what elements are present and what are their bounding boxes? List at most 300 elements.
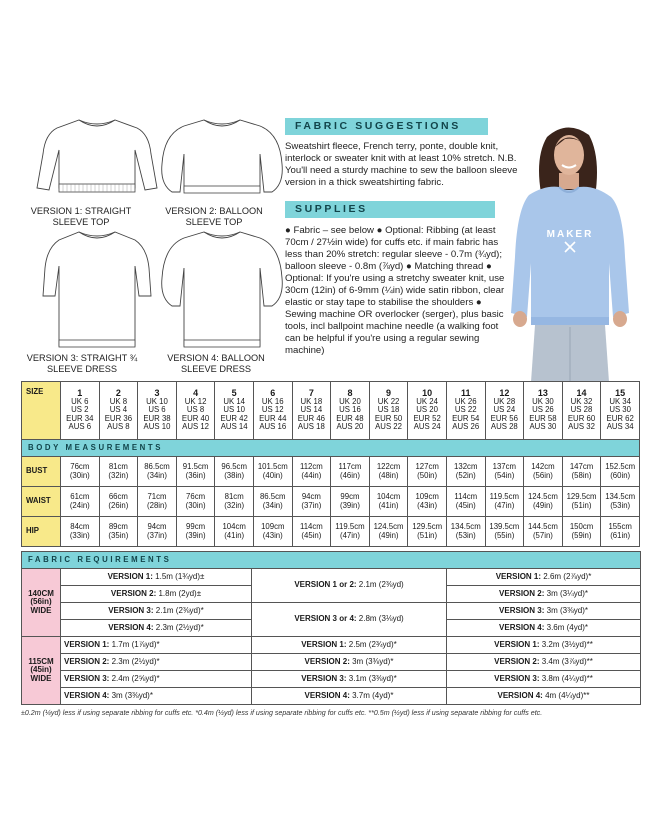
- measurement-row: [22, 487, 640, 517]
- size-cell: [446, 382, 485, 440]
- size-number: 2: [115, 388, 121, 399]
- requirement-version: VERSION 3:: [499, 605, 547, 615]
- requirement-cell: [447, 569, 641, 586]
- sketch-version-2: [152, 114, 292, 204]
- requirement-version: VERSION 3:: [108, 605, 156, 615]
- measurement-in: (59in): [571, 530, 592, 540]
- width-label: [22, 637, 61, 705]
- measurement-in: (58in): [571, 470, 592, 480]
- size-us: US 16: [339, 405, 361, 415]
- measurement-cell: [369, 517, 408, 547]
- measurement-cm: 127cm: [415, 461, 439, 471]
- size-aus: AUS 12: [182, 422, 210, 432]
- measurement-cell: [446, 457, 485, 487]
- size-us: US 30: [609, 405, 631, 415]
- measurement-cell: [61, 517, 100, 547]
- caption-version-1: VERSION 1: STRAIGHT SLEEVE TOP: [30, 206, 132, 227]
- requirement-amount: 3.7m (4yd)*: [352, 690, 394, 700]
- requirement-amount: 3m (3⅜yd)*: [546, 605, 588, 615]
- model-photo: [505, 117, 635, 382]
- measurement-cell: [369, 457, 408, 487]
- model-shirt-text: MAKER: [546, 229, 594, 240]
- measurement-in: (51in): [417, 530, 438, 540]
- size-uk: UK 22: [377, 396, 400, 406]
- size-cell: [138, 382, 177, 440]
- measurement-in: (47in): [339, 530, 360, 540]
- requirement-amount: 1.7m (1⅞yd)*: [111, 639, 160, 649]
- measurement-in: (39in): [339, 500, 360, 510]
- size-cell: [253, 382, 292, 440]
- measurement-cm: 155cm: [608, 521, 632, 531]
- size-number: 5: [231, 388, 237, 399]
- requirement-version: VERSION 3:: [301, 673, 349, 683]
- size-label: SIZE: [22, 382, 61, 440]
- requirement-row: [22, 671, 641, 688]
- measurement-in: (45in): [301, 530, 322, 540]
- size-cell: [562, 382, 601, 440]
- requirement-version: VERSION 3:: [494, 673, 542, 683]
- measurement-in: (32in): [224, 500, 245, 510]
- requirement-version: VERSION 4:: [108, 622, 156, 632]
- measurement-in: (30in): [69, 470, 90, 480]
- measurement-cell: [292, 517, 331, 547]
- sketch-version-4: [152, 226, 292, 351]
- requirement-amount: 3.2m (3½yd)**: [541, 639, 593, 649]
- straight-sleeve-top-sketch: [27, 114, 167, 204]
- requirement-amount: 4m (4¼yd)**: [545, 690, 590, 700]
- width-label-line: 140CM: [28, 588, 54, 598]
- size-us: US 6: [148, 405, 166, 415]
- measurement-in: (48in): [378, 470, 399, 480]
- measurement-in: (43in): [417, 500, 438, 510]
- size-number: 4: [193, 388, 199, 399]
- measurement-cell: [176, 517, 215, 547]
- measurement-cm: 96.5cm: [221, 461, 247, 471]
- measurement-in: (61in): [610, 530, 631, 540]
- sketch-version-1: [27, 114, 167, 204]
- requirement-row: [22, 637, 641, 654]
- size-eur: EUR 62: [606, 413, 634, 423]
- requirement-cell: [61, 569, 252, 586]
- measurement-in: (60in): [610, 470, 631, 480]
- measurement-label: WAIST: [22, 487, 61, 517]
- measurement-cell: [61, 487, 100, 517]
- model-illustration: [505, 117, 635, 382]
- measurement-cell: [176, 457, 215, 487]
- requirement-amount: 2.1m (2⅜yd)*: [155, 605, 204, 615]
- fabric-requirements-table: [21, 551, 641, 705]
- size-number: 1: [77, 388, 83, 399]
- width-label-line: WIDE: [30, 605, 52, 615]
- measurement-cm: 152.5cm: [605, 461, 636, 471]
- measurement-in: (53in): [610, 500, 631, 510]
- size-aus: AUS 10: [143, 422, 171, 432]
- width-label-line: (56in): [30, 597, 52, 607]
- size-aus: AUS 24: [413, 422, 441, 432]
- measurement-cm: 134.5cm: [450, 521, 481, 531]
- size-uk: UK 32: [570, 396, 593, 406]
- measurement-cm: 114cm: [454, 491, 478, 501]
- size-chart-table: [21, 381, 640, 547]
- measurement-cm: 86.5cm: [259, 491, 286, 501]
- size-us: US 20: [416, 405, 438, 415]
- requirement-version: VERSION 1:: [494, 639, 542, 649]
- size-uk: UK 8: [109, 396, 128, 406]
- measurement-in: (24in): [69, 500, 90, 510]
- size-uk: UK 16: [261, 396, 284, 406]
- body-measurements-header: BODY MEASUREMENTS: [22, 440, 640, 457]
- requirement-row: [22, 603, 641, 620]
- measurement-cell: [408, 517, 447, 547]
- measurement-cm: 114cm: [299, 521, 323, 531]
- measurement-cm: 104cm: [376, 491, 401, 501]
- requirement-amount: 3.1m (3⅜yd)*: [348, 673, 397, 683]
- size-eur: EUR 56: [490, 413, 518, 423]
- straight-dress-sketch: [27, 226, 167, 351]
- fabric-requirements-header: FABRIC REQUIREMENTS: [22, 552, 641, 569]
- measurement-row: [22, 457, 640, 487]
- measurement-cm: 61cm: [70, 491, 90, 501]
- size-aus: AUS 26: [452, 422, 480, 432]
- requirement-version: VERSION 2:: [499, 588, 547, 598]
- requirement-version: VERSION 2:: [304, 656, 353, 666]
- body-measurements-row: [22, 440, 640, 457]
- measurement-cm: 99cm: [186, 521, 206, 531]
- requirement-cell: [252, 671, 447, 688]
- measurement-in: (30in): [185, 500, 206, 510]
- requirement-amount: 3.4m (3⅞yd)**: [541, 656, 593, 666]
- measurement-in: (37in): [301, 500, 322, 510]
- requirement-amount: 1.5m (1¾yd)±: [155, 571, 205, 581]
- measurement-in: (35in): [108, 530, 129, 540]
- measurement-cm: 104cm: [222, 521, 246, 531]
- requirement-row: [22, 654, 641, 671]
- measurement-cell: [138, 487, 177, 517]
- measurement-cell: [99, 487, 138, 517]
- size-uk: UK 20: [339, 396, 361, 406]
- size-number: 7: [308, 388, 314, 399]
- size-eur: EUR 52: [413, 413, 441, 423]
- measurement-cm: 66cm: [108, 491, 128, 501]
- size-cell: [292, 382, 331, 440]
- size-cell: [601, 382, 640, 440]
- size-eur: EUR 54: [452, 413, 480, 423]
- requirement-amount: 2.4m (2⅝yd)*: [111, 673, 160, 683]
- measurement-cell: [176, 487, 215, 517]
- size-uk: UK 30: [532, 396, 554, 406]
- measurement-cell: [215, 517, 254, 547]
- measurement-in: (38in): [224, 470, 245, 480]
- measurement-in: (55in): [494, 530, 515, 540]
- size-number: 10: [422, 388, 433, 399]
- requirement-version: VERSION 1:: [301, 639, 349, 649]
- width-label-line: 115CM: [28, 656, 54, 666]
- measurement-cm: 86.5cm: [144, 461, 170, 471]
- requirement-amount: 3m (3⅜yd)*: [111, 690, 153, 700]
- requirement-amount: 3m (3¼yd)*: [546, 588, 588, 598]
- size-cell: [176, 382, 215, 440]
- measurement-in: (33in): [69, 530, 90, 540]
- requirement-cell: [61, 654, 252, 671]
- requirement-amount: 2.8m (3⅛yd): [358, 614, 404, 624]
- width-label-line: (45in): [30, 665, 52, 675]
- measurement-cell: [562, 517, 601, 547]
- size-us: US 22: [454, 405, 477, 415]
- requirement-cell: [61, 637, 252, 654]
- measurement-cm: 144.5cm: [527, 521, 558, 531]
- size-eur: EUR 58: [529, 413, 557, 423]
- measurement-cm: 101.5cm: [257, 461, 288, 471]
- caption-version-2: VERSION 2: BALLOON SLEEVE TOP: [165, 206, 263, 227]
- size-aus: AUS 14: [220, 422, 248, 432]
- size-us: US 12: [261, 405, 284, 415]
- measurement-cell: [408, 457, 447, 487]
- size-cell: [485, 382, 524, 440]
- measurement-in: (39in): [185, 530, 206, 540]
- measurement-cm: 112cm: [299, 461, 323, 471]
- size-number: 3: [154, 388, 160, 399]
- size-us: US 26: [532, 405, 554, 415]
- size-eur: EUR 50: [374, 413, 403, 423]
- measurement-cm: 84cm: [70, 521, 90, 531]
- size-uk: UK 28: [493, 396, 516, 406]
- measurement-cm: 142cm: [531, 461, 555, 471]
- measurement-cell: [292, 457, 331, 487]
- measurement-in: (41in): [378, 500, 399, 510]
- measurement-cell: [524, 517, 563, 547]
- measurement-cm: 132cm: [454, 461, 478, 471]
- measurement-cell: [61, 457, 100, 487]
- size-eur: EUR 42: [220, 413, 248, 423]
- measurement-cell: [331, 517, 370, 547]
- size-row: [22, 382, 640, 440]
- size-us: US 4: [109, 405, 128, 415]
- measurement-cell: [601, 457, 640, 487]
- measurement-in: (50in): [417, 470, 438, 480]
- size-cell: [369, 382, 408, 440]
- requirement-cell: [252, 637, 447, 654]
- size-uk: UK 34: [609, 396, 631, 406]
- measurement-in: (51in): [571, 500, 592, 510]
- measurement-cm: 139.5cm: [489, 521, 520, 531]
- requirement-amount: 2.3m (2½yd)*: [111, 656, 160, 666]
- requirement-version: VERSION 4:: [497, 690, 546, 700]
- measurement-in: (37in): [147, 530, 167, 540]
- fabric-suggestions-header: FABRIC SUGGESTIONS: [285, 118, 488, 135]
- size-aus: AUS 22: [375, 422, 402, 432]
- requirement-cell: [447, 586, 641, 603]
- size-aus: AUS 8: [107, 422, 130, 432]
- measurement-in: (45in): [455, 500, 476, 510]
- measurement-cm: 109cm: [261, 521, 285, 531]
- requirement-cell: [447, 654, 641, 671]
- measurement-cm: 119.5cm: [489, 491, 519, 501]
- measurement-label: BUST: [22, 457, 61, 487]
- measurement-cm: 91.5cm: [182, 461, 209, 471]
- size-number: 15: [615, 388, 626, 399]
- requirement-cell: [61, 603, 252, 620]
- size-number: 9: [386, 388, 392, 399]
- size-eur: EUR 36: [104, 413, 133, 423]
- size-us: US 10: [223, 405, 245, 415]
- measurement-row: [22, 517, 640, 547]
- requirement-amount: 2.1m (2⅜yd): [358, 580, 404, 590]
- measurement-cell: [485, 517, 524, 547]
- requirement-cell: [61, 586, 252, 603]
- requirement-version: VERSION 3 or 4:: [294, 614, 359, 624]
- measurement-cm: 99cm: [340, 491, 360, 501]
- requirement-amount: 2.6m (2⅞yd)*: [543, 571, 592, 581]
- balloon-dress-sketch: [152, 226, 292, 351]
- measurement-cm: 94cm: [147, 521, 167, 531]
- measurement-cell: [292, 487, 331, 517]
- size-aus: AUS 34: [606, 422, 634, 432]
- measurement-in: (52in): [455, 470, 476, 480]
- requirement-amount: 2.5m (2¾yd)*: [348, 639, 397, 649]
- requirement-cell: [447, 637, 641, 654]
- size-aus: AUS 28: [490, 422, 518, 432]
- measurement-cell: [138, 457, 177, 487]
- size-eur: EUR 60: [567, 413, 596, 423]
- measurement-in: (34in): [262, 500, 283, 510]
- measurement-cell: [524, 487, 563, 517]
- requirement-cell: [252, 569, 447, 603]
- measurement-cell: [215, 487, 254, 517]
- requirement-version: VERSION 1:: [64, 639, 112, 649]
- measurement-cm: 137cm: [492, 461, 517, 471]
- supplies-text: ● Fabric – see below ● Optional: Ribbing (at least 70cm / 27½in wide) for cuffs etc. if main fabric has less than 20% stretch: regular sleeve - 0.7m (¾yd); balloon sleeve - 0.8m (⅞yd) ● Matching thread ● Optional: If you're using a stretchy sweater knit, use 30cm (12in) of 6-9mm (¼in) wide satin ribbon, clear elastic or stay tape to stabilise the shoulders ● Sewing machine OR overlocker (serger), plus basic tools, incl ballpoint machine needle (a walking foot can be helpful if you're using a regular sewing machine): [285, 225, 505, 356]
- measurement-cm: 117cm: [338, 461, 362, 471]
- fabric-suggestions-text: Sweatshirt fleece, French terry, ponte, double knit, interlock or sweater knit with at least 10% stretch. N.B. You'll need a sturdy machine to sew the balloon sleeve version in a thick sweatshirting fabric.: [285, 141, 518, 188]
- measurement-cm: 124.5cm: [373, 521, 404, 531]
- measurement-cell: [485, 487, 524, 517]
- size-us: US 28: [570, 405, 593, 415]
- size-number: 14: [576, 388, 587, 399]
- size-uk: UK 26: [454, 396, 477, 406]
- size-uk: UK 12: [184, 396, 207, 406]
- requirement-version: VERSION 4:: [64, 690, 112, 700]
- requirement-cell: [447, 671, 641, 688]
- requirement-version: VERSION 2:: [494, 656, 542, 666]
- measurement-in: (40in): [262, 470, 283, 480]
- size-uk: UK 14: [223, 396, 245, 406]
- requirement-row: [22, 569, 641, 586]
- size-eur: EUR 38: [143, 413, 171, 423]
- size-us: US 14: [300, 405, 323, 415]
- requirement-cell: [447, 603, 641, 620]
- requirement-cell: [252, 603, 447, 637]
- size-eur: EUR 46: [297, 413, 326, 423]
- requirement-version: VERSION 2:: [64, 656, 112, 666]
- requirement-cell: [252, 654, 447, 671]
- measurement-cm: 124.5cm: [527, 491, 558, 501]
- measurement-cm: 134.5cm: [605, 491, 636, 501]
- measurement-in: (28in): [147, 500, 167, 510]
- size-number: 12: [499, 388, 510, 399]
- measurement-cell: [601, 487, 640, 517]
- size-eur: EUR 48: [336, 413, 364, 423]
- size-cell: [331, 382, 370, 440]
- measurement-cm: 76cm: [70, 461, 90, 471]
- requirement-version: VERSION 4:: [499, 622, 547, 632]
- width-label: [22, 569, 61, 637]
- size-us: US 2: [71, 405, 89, 415]
- measurement-cm: 94cm: [301, 491, 321, 501]
- size-number: 8: [347, 388, 353, 399]
- measurement-cell: [215, 457, 254, 487]
- size-cell: [99, 382, 138, 440]
- size-aus: AUS 32: [568, 422, 595, 432]
- size-number: 11: [460, 388, 471, 399]
- measurement-in: (57in): [532, 530, 553, 540]
- requirement-cell: [61, 620, 252, 637]
- supplies-header: SUPPLIES: [285, 201, 495, 218]
- requirement-version: VERSION 2:: [110, 588, 159, 598]
- measurement-label: HIP: [22, 517, 61, 547]
- balloon-sleeve-top-sketch: [152, 114, 292, 204]
- requirement-version: VERSION 1:: [495, 571, 544, 581]
- size-eur: EUR 34: [66, 413, 94, 423]
- measurement-cell: [99, 517, 138, 547]
- measurement-cell: [408, 487, 447, 517]
- measurement-in: (43in): [262, 530, 283, 540]
- size-uk: UK 18: [300, 396, 323, 406]
- measurement-cell: [524, 457, 563, 487]
- measurement-cell: [138, 517, 177, 547]
- caption-version-4: VERSION 4: BALLOON SLEEVE DRESS: [167, 353, 265, 374]
- measurement-cm: 129.5cm: [566, 491, 597, 501]
- size-cell: [61, 382, 100, 440]
- measurement-cm: 150cm: [569, 521, 594, 531]
- width-label-line: WIDE: [30, 673, 52, 683]
- requirement-cell: [252, 688, 447, 705]
- measurement-in: (34in): [147, 470, 167, 480]
- requirement-version: VERSION 3:: [64, 673, 112, 683]
- measurement-in: (47in): [494, 500, 515, 510]
- measurement-in: (26in): [108, 500, 129, 510]
- measurement-cell: [562, 457, 601, 487]
- measurement-cell: [369, 487, 408, 517]
- size-uk: UK 24: [416, 396, 438, 406]
- measurement-in: (56in): [532, 470, 553, 480]
- requirement-amount: 3m (3⅜yd)*: [352, 656, 394, 666]
- measurement-cell: [99, 457, 138, 487]
- measurement-cm: 71cm: [147, 491, 167, 501]
- size-uk: UK 6: [71, 396, 89, 406]
- caption-version-3: VERSION 3: STRAIGHT ¾ SLEEVE DRESS: [26, 353, 138, 374]
- sketch-version-3: [27, 226, 167, 351]
- size-eur: EUR 44: [259, 413, 287, 423]
- size-aus: AUS 30: [529, 422, 557, 432]
- size-aus: AUS 20: [336, 422, 364, 432]
- size-us: US 24: [493, 405, 516, 415]
- size-cell: [408, 382, 447, 440]
- measurement-in: (36in): [185, 470, 206, 480]
- requirement-amount: 1.8m (2yd)±: [158, 588, 202, 598]
- measurement-cell: [253, 487, 292, 517]
- measurement-in: (54in): [494, 470, 515, 480]
- measurement-cell: [446, 487, 485, 517]
- requirement-cell: [447, 688, 641, 705]
- measurement-in: (44in): [301, 470, 322, 480]
- measurement-in: (32in): [108, 470, 129, 480]
- measurement-in: (53in): [455, 530, 476, 540]
- measurement-in: (49in): [532, 500, 553, 510]
- size-aus: AUS 6: [68, 422, 92, 432]
- measurement-cm: 129.5cm: [412, 521, 443, 531]
- size-aus: AUS 16: [259, 422, 287, 432]
- size-aus: AUS 18: [297, 422, 325, 432]
